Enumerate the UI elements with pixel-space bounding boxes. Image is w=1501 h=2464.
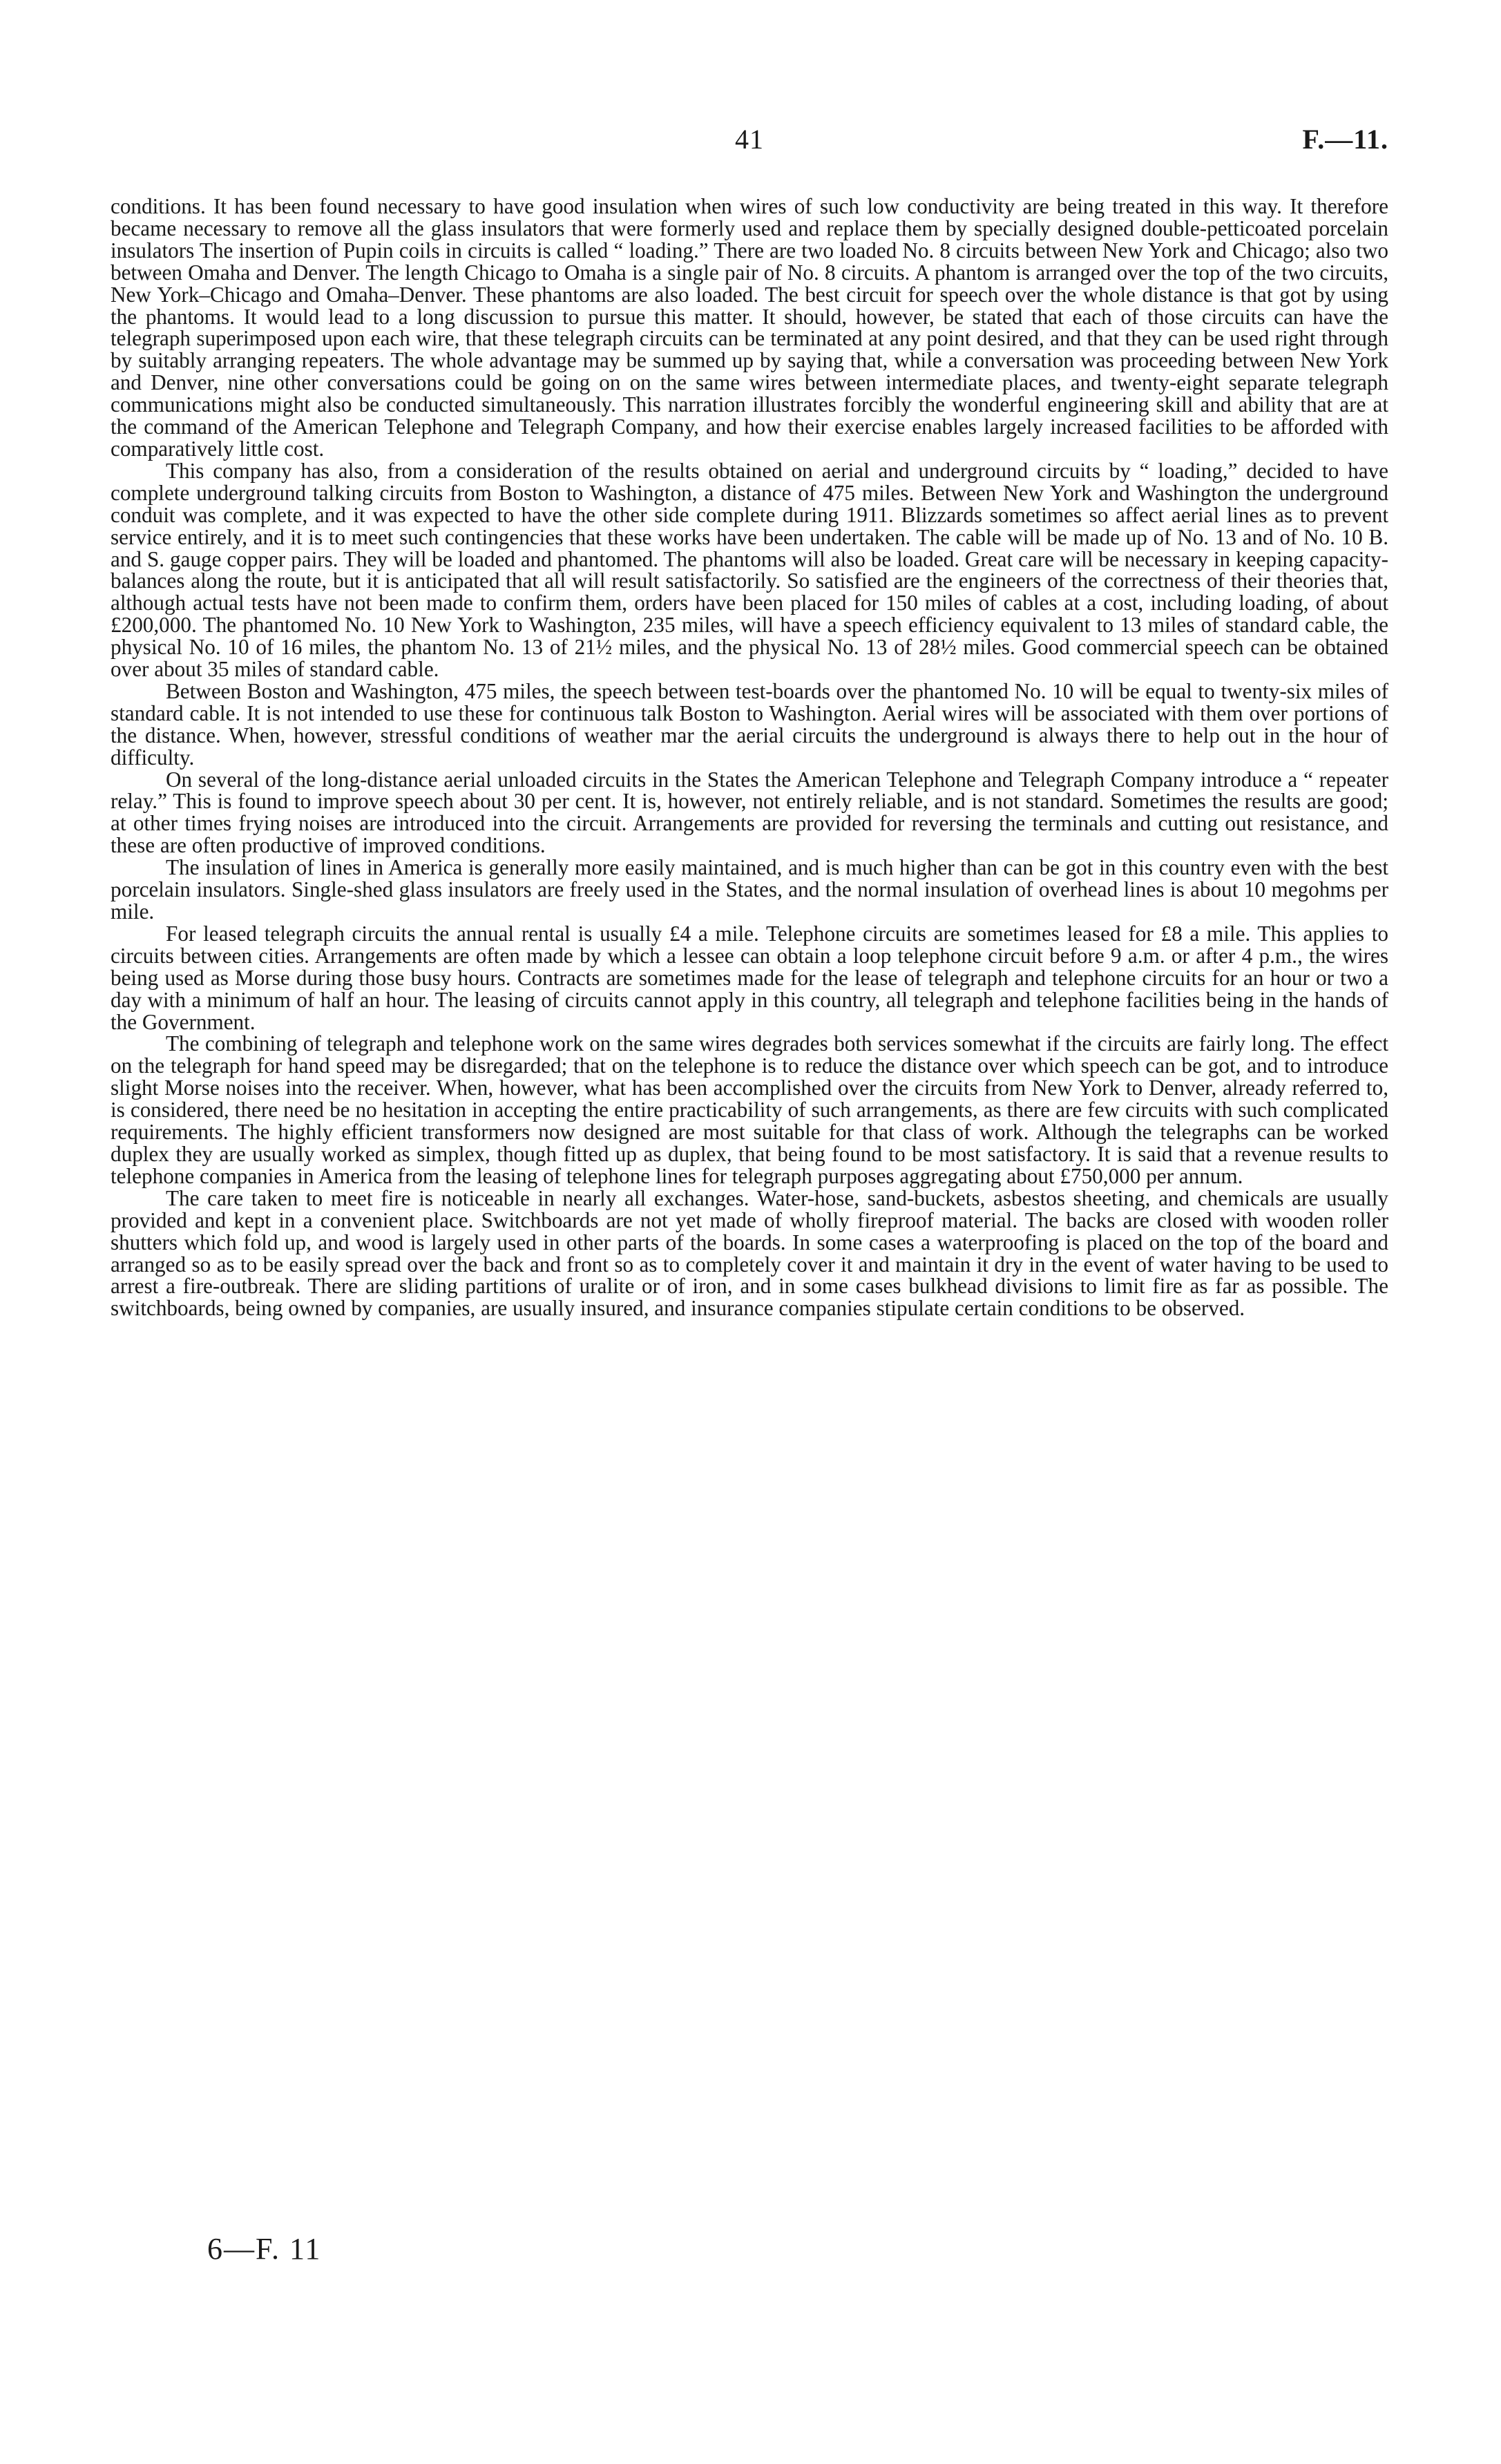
paragraph: This company has also, from a consideration of the results obtained on aerial and underground circuits by “ loading,” decided to have complete underground talking circuits from Boston to Washington, a distance of 475 miles. Between New York and Washington the underground conduit was complete, and it was expected to have the other side complete during 1911. Blizzards sometimes so affect aerial lines as to prevent service entirely, and it is to meet such contingencies that these works have been undertaken. The cable will be made up of No. 13 and of No. 10 B. and S. gauge copper pairs. They will be loaded and phantomed. The phantoms will also be loaded. Great care will be necessary in keeping capacity-balances along the route, but it is anticipated that all will result satisfactorily. So satisfied are the engineers of the correctness of their theories that, although actual tests have not been made to confirm them, orders have been placed for 150 miles of cables at a cost, including loading, of about £200,000. The phantomed No. 10 New York to Washington, 235 miles, will have a speech efficiency equivalent to 13 miles of standard cable, the physical No. 10 of 16 miles, the phantom No. 13 of 21½ miles, and the physical No. 13 of 28½ miles. Good commercial speech can be obtained over about 35 miles of standard cable. [111, 458, 1388, 682]
paragraph: The insulation of lines in America is generally more easily maintained, and is much higher than can be got in this country even with the best porcelain insulators. Single-shed glass insulators are freely used in the States, and the normal insulation of overhead lines is about 10 megohms per mile. [111, 855, 1388, 924]
printer-signature-mark: 6—F. 11 [207, 2232, 322, 2266]
paragraph: Between Boston and Washington, 475 miles, the speech between test-boards over the phantomed No. 10 will be equal to twenty-six miles of standard cable. It is not intended to use these for continuous talk Boston to Washington. Aerial wires will be associated with them over portions of the distance. When, however, stressful conditions of weather mar the aerial circuits the underground is always there to help out in the hour of difficulty. [111, 678, 1388, 770]
page-header [111, 123, 1388, 164]
paragraph: The combining of telegraph and telephone work on the same wires degrades both services somewhat if the circuits are fairly long. The effect on the telegraph for hand speed may be disregarded; that on the telephone is to reduce the distance over which speech can be got, and to introduce slight Morse noises into the receiver. When, however, what has been accomplished over the circuits from New York to Denver, already referred to, is considered, there need be no hesitation in accepting the entire practicability of such arrangements, as there are few circuits with such complicated requirements. The highly efficient transformers now designed are most suitable for that class of work. Although the telegraphs can be worked duplex they are usually worked as simplex, though fitted up as duplex, that being found to be most satisfactory. It is said that a revenue results to telephone companies in America from the leasing of telephone lines for telegraph purposes aggregating about £750,000 per annum. [111, 1031, 1388, 1188]
page-number: 41 [735, 124, 764, 155]
paragraph: conditions. It has been found necessary to have good insulation when wires of such low conductivity are being treated in this way. It therefore became necessary to remove all the glass insulators that were formerly used and replace them by specially designed double-petticoated porcelain insulators The insertion of Pupin coils in circuits is called “ loading.” There are two loaded No. 8 circuits between New York and Chicago; also two between Omaha and Denver. The length Chicago to Omaha is a single pair of No. 8 circuits. A phantom is arranged over the top of the two circuits, New York–Chicago and Omaha–Denver. These phantoms are also loaded. The best circuit for speech over the whole distance is that got by using the phantoms. It would lead to a long discussion to pursue this matter. It should, however, be stated that each of those circuits can have the telegraph superimposed upon each wire, that these telegraph circuits can be terminated at any point desired, and that they can be used right through by suitably arranging repeaters. The whole advantage may be summed up by saying that, while a conversation was proceeding between New York and Denver, nine other conversations could be going on on the same wires between intermediate places, and twenty-eight separate telegraph communications might also be conducted simultaneously. This narration illustrates forcibly the wonderful engineering skill and ability that are at the command of the American Telephone and Telegraph Company, and how their exercise enables largely increased facilities to be afforded with comparatively little cost. [111, 194, 1388, 461]
document-reference: F.—11. [1302, 124, 1388, 155]
paragraph: The care taken to meet fire is noticeable in nearly all exchanges. Water-hose, sand-buckets, asbestos sheeting, and chemicals are usually provided and kept in a convenient place. Switchboards are not yet made of wholly fireproof material. The backs are closed with wooden roller shutters which fold up, and wood is largely used in other parts of the boards. In some cases a waterproofing is placed on the top of the board and arranged so as to be easily spread over the back and front so as to completely cover it and maintain it dry in the event of water having to be used to arrest a fire-outbreak. There are sliding partitions of uralite or of iron, and in some cases bulkhead divisions to limit fire as far as possible. The switchboards, being owned by companies, are usually insured, and insurance companies stipulate certain conditions to be observed. [111, 1185, 1388, 1321]
body-text [111, 195, 1388, 1319]
paragraph: On several of the long-distance aerial unloaded circuits in the States the American Telephone and Telegraph Company introduce a “ repeater relay.” This is found to improve speech about 30 per cent. It is, however, not entirely reliable, and is not standard. Sometimes the results are good; at other times frying noises are introduced into the circuit. Arrangements are provided for reversing the terminals and cutting out resistance, and these are often productive of improved conditions. [111, 767, 1388, 858]
paragraph: For leased telegraph circuits the annual rental is usually £4 a mile. Telephone circuits are sometimes leased for £8 a mile. This applies to circuits between cities. Arrangements are often made by which a lessee can obtain a loop telephone circuit before 9 a.m. or after 4 p.m., the wires being used as Morse during those busy hours. Contracts are sometimes made for the lease of telegraph and telephone circuits for an hour or two a day with a minimum of half an hour. The leasing of circuits cannot apply in this country, all telegraph and telephone facilities being in the hands of the Government. [111, 921, 1388, 1034]
